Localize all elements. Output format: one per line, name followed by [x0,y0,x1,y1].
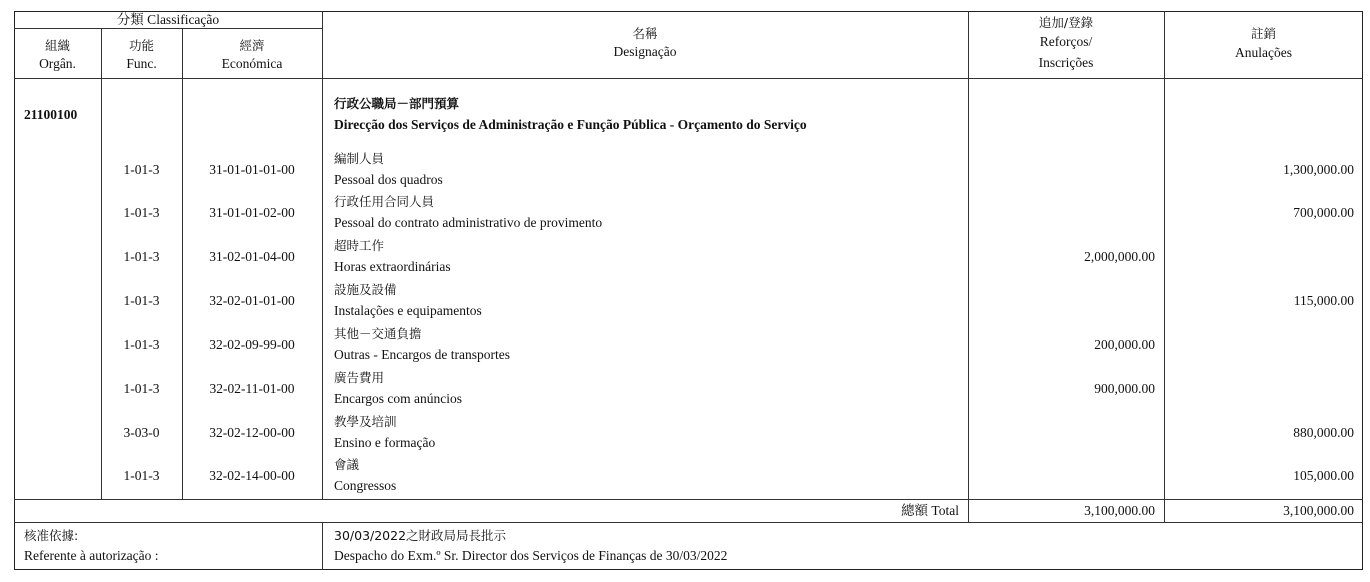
total-reforco: 3,100,000.00 [1084,503,1155,518]
row-desig-pt: Encargos com anúncios [334,391,462,406]
row-anulacao: 1,300,000.00 [1283,162,1354,177]
budget-table-frame [14,11,1363,570]
header-reforco-pt1: Reforços/ [1039,34,1093,49]
col-divider-desig [968,11,969,522]
row-reforco: 200,000.00 [1094,337,1155,352]
row-func: 1-01-3 [123,293,160,308]
row-func: 1-01-3 [123,468,160,483]
row-func: 1-01-3 [123,249,160,264]
row-desig-pt: Horas extraordinárias [334,259,451,274]
row-func: 1-01-3 [123,381,160,396]
row-desig-zh: 其他－交通負擔 [334,326,422,341]
row-desig-zh: 編制人員 [334,151,385,166]
row-desig-pt: Instalações e equipamentos [334,303,482,318]
header-econ-pt: Económica [221,56,283,71]
header-reforco-pt2: Inscrições [1038,55,1094,70]
row-desig-zh: 設施及設備 [334,282,397,297]
row-func: 1-01-3 [123,337,160,352]
row-desig-pt: Pessoal do contrato administrativo de provimento [334,215,603,230]
row-func: 1-01-3 [123,162,160,177]
service-name-zh: 行政公職局－部門預算 [334,96,460,111]
row-desig-zh: 超時工作 [334,238,385,253]
row-anulacao: 700,000.00 [1293,205,1354,220]
row-econ: 32-02-12-00-00 [209,425,295,440]
col-divider-econ [322,11,323,499]
row-anulacao: 105,000.00 [1293,468,1354,483]
header-organ-pt: Orgân. [39,56,76,71]
header-desig-pt: Designação [613,44,677,59]
row-econ: 32-02-01-01-00 [209,293,295,308]
row-anulacao: 880,000.00 [1293,425,1354,440]
row-desig-pt: Ensino e formação [334,435,436,450]
header-reforco-zh: 追加/登錄 [1038,15,1094,30]
footer-basis-pt: Referente à autorização : [24,548,159,563]
row-econ: 32-02-09-99-00 [209,337,295,352]
row-reforco: 900,000.00 [1094,381,1155,396]
header-anul-pt: Anulações [1235,45,1292,60]
total-label: 總額 Total [901,503,959,518]
row-func: 3-03-0 [123,425,160,440]
row-desig-pt: Outras - Encargos de transportes [334,347,510,362]
row-desig-pt: Pessoal dos quadros [334,172,443,187]
row-econ: 31-01-01-01-00 [209,162,295,177]
header-econ-zh: 經濟 [239,38,265,53]
footer-despacho-zh: 30/03/2022之財政局局長批示 [334,528,507,543]
row-desig-zh: 廣告費用 [334,370,385,385]
col-divider-reforco [1164,11,1165,522]
header-classificacao: 分類 Classificação [116,12,220,27]
row-func: 1-01-3 [123,205,160,220]
row-desig-pt: Congressos [334,478,397,493]
row-desig-zh: 教學及培訓 [334,414,397,429]
row-desig-zh: 行政任用合同人員 [334,194,435,209]
body-separator [14,499,1363,500]
footer-despacho-pt: Despacho do Exm.º Sr. Director dos Serviços de Finanças de 30/03/2022 [334,548,728,563]
header-organ-zh: 組織 [44,38,70,53]
row-econ: 32-02-14-00-00 [209,468,295,483]
row-econ: 31-02-01-04-00 [209,249,295,264]
footer-basis-zh: 核准依據: [24,528,79,543]
total-separator [14,522,1363,523]
classification-underline [14,28,322,29]
service-code: 21100100 [24,107,78,122]
header-func-pt: Func. [126,56,157,71]
row-econ: 32-02-11-01-00 [209,381,295,396]
header-separator [14,78,1363,79]
footer-divider [322,522,323,570]
total-anulacao: 3,100,000.00 [1283,503,1354,518]
row-reforco: 2,000,000.00 [1084,249,1155,264]
row-econ: 31-01-01-02-00 [209,205,295,220]
row-desig-zh: 會議 [334,457,360,472]
header-func-zh: 功能 [128,38,154,53]
header-anul-zh: 註銷 [1250,26,1276,41]
row-anulacao: 115,000.00 [1293,293,1354,308]
service-name-pt: Direcção dos Serviços de Administração e Função Pública - Orçamento do Serviço [334,117,807,132]
header-desig-zh: 名稱 [632,26,658,41]
